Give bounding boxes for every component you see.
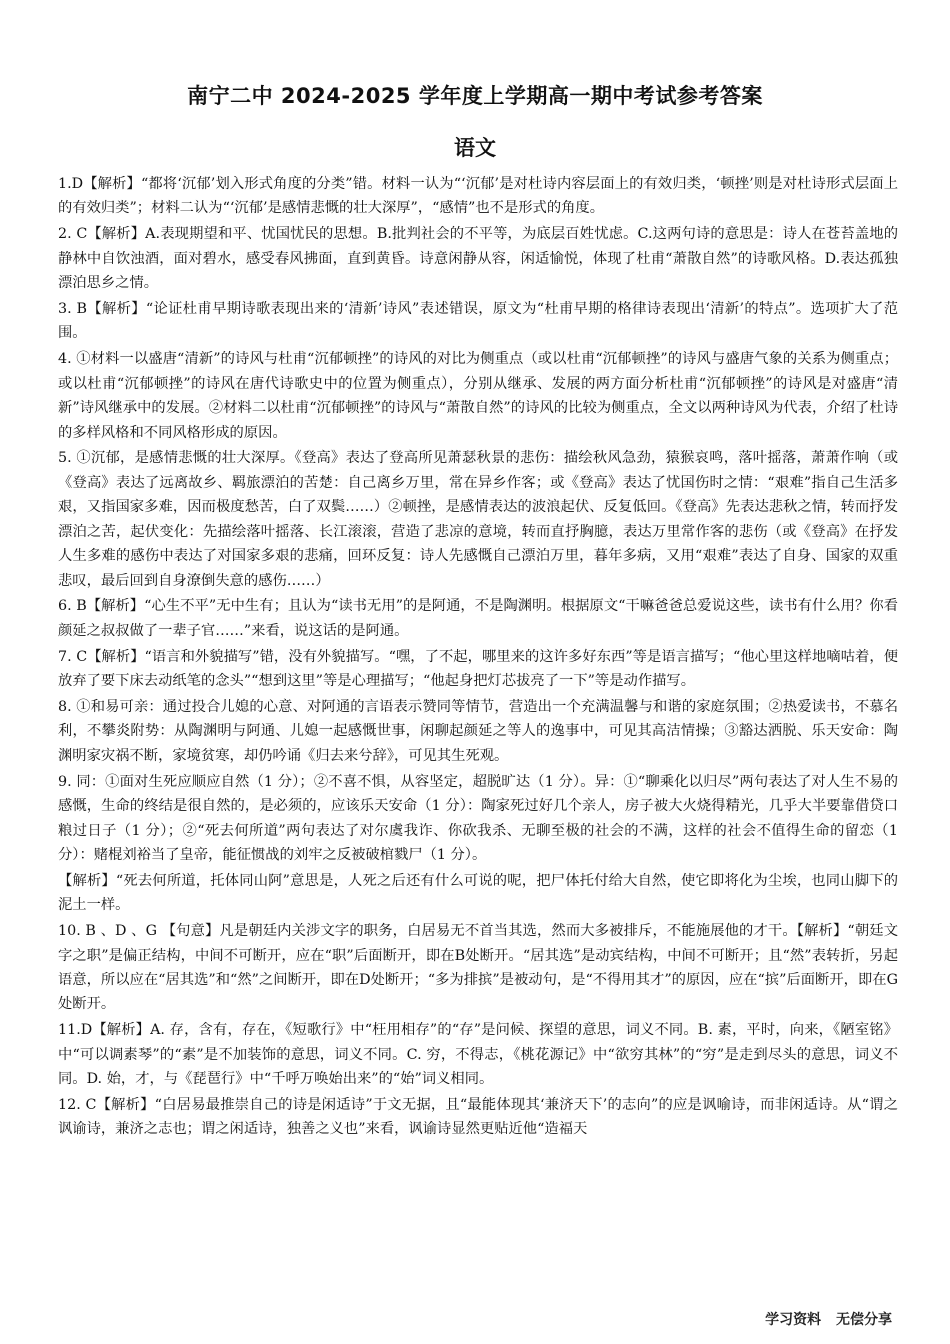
answer-item: 7. C【解析】“语言和外貌描写”错，没有外貌描写。“嘿，了不起，哪里来的这许多好东西”等是语言描写；“他心里这样地嘀咕着，便放弃了要下床去动纸笔的念头”“想到这里”等是心理描写；“他起身把灯芯拔亮了一下”等是动作描写。	[58, 648, 898, 690]
answer-item: 3. B【解析】“论证杜甫早期诗歌表现出来的‘清新’诗风”表述错误，原文为“杜甫早期的格律诗表现出‘清新’的特点”。选项扩大了范围。	[58, 301, 898, 342]
answer-item: 6. B【解析】“心生不平”无中生有；且认为“读书无用”的是阿通，不是陶渊明。根据原文“干嘛爸爸总爱说这些，读书有什么用？你看颜延之叔叔做了一辈子官……”来看，说这话的是阿通。	[58, 598, 898, 639]
answer-item: 10. B 、D 、G 【句意】凡是朝廷内关涉文字的职务，白居易无不首当其选，然而大多被排斥，不能施展他的才干。【解析】“朝廷文字之职”是偏正结构，中间不可断开，应在“职”后面断开，即在B处断开。“居其选”是动宾结构，中间不可断开；且“然”表转折，另起语意，所以应在“居其选”和“然”之间断开，即在D处断开；“多为排摈”是被动句，是“不得用其才”的原因，应在“摈”后面断开，即在G处断开。	[58, 923, 898, 1013]
answer-item: 9. 同：①面对生死应顺应自然（1 分）；②不喜不惧，从容坚定，超脱旷达（1 分）。异：①“聊乘化以归尽”两句表达了对人生不易的感慨，生命的终结是很自然的，是必须的，应该乐天安命（1 分）：陶家死过好几个亲人，房子被大火烧得精光，几乎大半要靠借贷口粮过日子（1 分）；②“死去何所道”两句表达了对尔虞我诈、你砍我杀、无聊至极的社会的不满，这样的社会不值得生命的留恋（1 分）：赌棍刘裕当了皇帝，能征惯战的刘牢之反被破棺戮尸（1 分）。	[58, 773, 898, 863]
document-title: 南宁二中 2024-2025 学年度上学期高一期中考试参考答案	[187, 84, 763, 108]
answer-item: 12. C【解析】“白居易最推崇自己的诗是闲适诗”于文无据，且“最能体现其‘兼济天下’的志向”的应是讽喻诗，而非闲适诗。从“谓之讽谕诗，兼济之志也；谓之闲适诗，独善之义也”来看，讽谕诗显然更贴近他“造福天	[58, 1097, 898, 1138]
answer-list	[58, 172, 898, 1143]
answer-item: 【解析】“死去何所道，托体同山阿”意思是，人死之后还有什么可说的呢，把尸体托付给大自然，使它即将化为尘埃，也同山脚下的泥土一样。	[58, 872, 898, 914]
answer-item: 8. ①和易可亲：通过投合儿媳的心意、对阿通的言语表示赞同等情节，营造出一个充满温馨与和谐的家庭氛围；②热爱读书，不慕名利，不攀炎附势：从陶渊明与阿通、儿媳一起感慨世事，闲聊起颜延之等人的逸事中，可见其高洁情操；③豁达洒脱、乐天安命：陶渊明家灾祸不断，家境贫寒，却仍吟诵《归去来兮辞》，可见其生死观。	[58, 699, 898, 764]
answer-item: 11.D【解析】A. 存，含有，存在，《短歌行》中“枉用相存”的“存”是问候、探望的意思，词义不同。B. 素，平时，向来，《陋室铭》中“可以调素琴”的“素”是不加装饰的意思，词义不同。C. 穷，不得志，《桃花源记》中“欲穷其林”的“穷”是走到尽头的意思，词义不同。D. 始，才，与《琵琶行》中“千呼万唤始出来”的“始”词义相同。	[58, 1022, 898, 1088]
footer-watermark: 学习资料 无偿分享	[765, 1312, 892, 1328]
answer-item: 1.D【解析】“都将‘沉郁’划入形式角度的分类”错。材料一认为“‘沉郁’是对杜诗内容层面上的有效归类，‘顿挫’则是对杜诗形式层面上的有效归类”；材料二认为“‘沉郁’是感情悲慨的壮大深厚”，“感情”也不是形式的角度。	[58, 176, 898, 217]
answer-item: 4. ①材料一以盛唐“清新”的诗风与杜甫“沉郁顿挫”的诗风的对比为侧重点（或以杜甫“沉郁顿挫”的诗风与盛唐气象的关系为侧重点；或以杜甫“沉郁顿挫”的诗风在唐代诗歌史中的位置为侧重点），分别从继承、发展的两方面分析杜甫“沉郁顿挫”的诗风是对盛唐“清新”诗风继承中的发展。②材料二以杜甫“沉郁顿挫”的诗风与“萧散自然”的诗风的比较为侧重点，全文以两种诗风为代表，介绍了杜诗的多样风格和不同风格形成的原因。	[58, 351, 898, 441]
subject-heading: 语文	[454, 136, 496, 160]
answer-item: 5. ①沉郁，是感情悲慨的壮大深厚。《登高》表达了登高所见萧瑟秋景的悲伤：描绘秋风急劲，猿猴哀鸣，落叶摇落，萧萧作响（或《登高》表达了远离故乡、羁旅漂泊的苦楚：自己离乡万里，常在异乡作客；或《登高》表达了忧国伤时之情：“艰难”指自己生活多艰，又指国家多难，因而极度愁苦，白了双鬓……）②顿挫，是感情表达的波浪起伏、反复低回。《登高》先表达悲秋之情，转而抒发漂泊之苦，起伏变化：先描绘落叶摇落、长江滚滚，营造了悲凉的意境，转而直抒胸臆，表达万里常作客的悲伤（或《登高》在抒发人生多难的感伤中表达了对国家多艰的悲痛，回环反复：诗人先感慨自己漂泊万里，暮年多病，又用“艰难”表达了自身、国家的双重悲叹，最后回到自身潦倒失意的感伤……）	[58, 450, 898, 589]
answer-item: 2. C【解析】A.表现期望和平、忧国忧民的思想。B.批判社会的不平等，为底层百姓忧虑。C.这两句诗的意思是：诗人在苍苔盖地的静林中自饮浊酒，面对碧水，感受春风拂面，直到黄昏。诗意闲静从容，闲适愉悦，体现了杜甫“萧散自然”的诗歌风格。D.表达孤独漂泊思乡之情。	[58, 226, 898, 292]
